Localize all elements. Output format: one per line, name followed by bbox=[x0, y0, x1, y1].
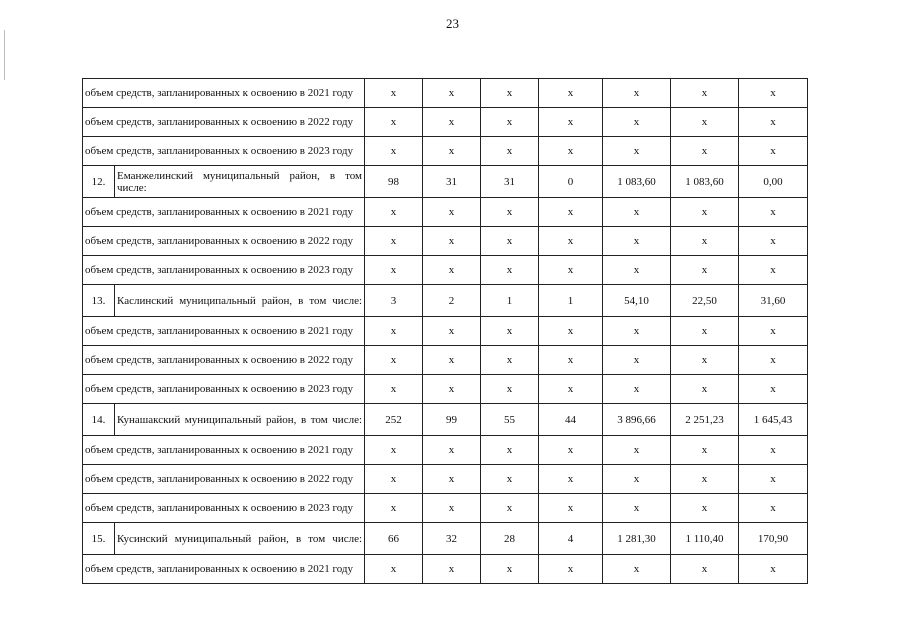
value-cell: x bbox=[671, 555, 739, 584]
value-cell: x bbox=[539, 256, 603, 285]
page-number: 23 bbox=[446, 16, 459, 31]
value-cell: 31 bbox=[423, 166, 481, 198]
sub-row bbox=[83, 317, 808, 346]
value-cell: 66 bbox=[365, 523, 423, 555]
value-cell: x bbox=[481, 227, 539, 256]
value-cell: x bbox=[539, 198, 603, 227]
value-cell: x bbox=[739, 256, 808, 285]
value-cell: x bbox=[671, 317, 739, 346]
sub-row-label: объем средств, запланированных к освоению в 2023 году bbox=[83, 375, 365, 404]
sub-row-label: объем средств, запланированных к освоению в 2022 году bbox=[83, 108, 365, 137]
value-cell: x bbox=[539, 346, 603, 375]
value-cell: x bbox=[481, 436, 539, 465]
value-cell: x bbox=[481, 346, 539, 375]
value-cell: x bbox=[365, 137, 423, 166]
value-cell: x bbox=[481, 79, 539, 108]
sub-row bbox=[83, 346, 808, 375]
value-cell: 1 281,30 bbox=[603, 523, 671, 555]
value-cell: 32 bbox=[423, 523, 481, 555]
value-cell: x bbox=[481, 108, 539, 137]
value-cell: 252 bbox=[365, 404, 423, 436]
value-cell: x bbox=[603, 346, 671, 375]
value-cell: x bbox=[671, 108, 739, 137]
value-cell: x bbox=[539, 79, 603, 108]
value-cell: x bbox=[671, 465, 739, 494]
value-cell: x bbox=[603, 436, 671, 465]
sub-row bbox=[83, 227, 808, 256]
sub-row-label: объем средств, запланированных к освоению в 2021 году bbox=[83, 555, 365, 584]
sub-row-label: объем средств, запланированных к освоению в 2022 году bbox=[83, 465, 365, 494]
value-cell: 1 083,60 bbox=[603, 166, 671, 198]
sub-row-label: объем средств, запланированных к освоению в 2022 году bbox=[83, 227, 365, 256]
value-cell: 2 bbox=[423, 285, 481, 317]
value-cell: x bbox=[423, 317, 481, 346]
value-cell: x bbox=[423, 555, 481, 584]
sub-row bbox=[83, 198, 808, 227]
value-cell: x bbox=[365, 256, 423, 285]
district-row bbox=[83, 166, 808, 198]
value-cell: x bbox=[481, 555, 539, 584]
value-cell: x bbox=[739, 198, 808, 227]
value-cell: x bbox=[423, 375, 481, 404]
value-cell: x bbox=[603, 465, 671, 494]
value-cell: x bbox=[671, 256, 739, 285]
sub-row-label: объем средств, запланированных к освоению в 2022 году bbox=[83, 346, 365, 375]
value-cell: x bbox=[539, 317, 603, 346]
sub-row bbox=[83, 108, 808, 137]
value-cell: x bbox=[603, 137, 671, 166]
value-cell: x bbox=[365, 494, 423, 523]
value-cell: x bbox=[603, 256, 671, 285]
value-cell: x bbox=[671, 375, 739, 404]
sub-row bbox=[83, 494, 808, 523]
value-cell: x bbox=[539, 555, 603, 584]
value-cell: x bbox=[603, 79, 671, 108]
sub-row bbox=[83, 256, 808, 285]
sub-row bbox=[83, 79, 808, 108]
value-cell: x bbox=[481, 465, 539, 494]
value-cell: 0,00 bbox=[739, 166, 808, 198]
value-cell: x bbox=[739, 465, 808, 494]
value-cell: x bbox=[739, 317, 808, 346]
value-cell: 22,50 bbox=[671, 285, 739, 317]
value-cell: x bbox=[423, 256, 481, 285]
page-edge-mark bbox=[4, 30, 5, 80]
value-cell: 3 896,66 bbox=[603, 404, 671, 436]
sub-row-label: объем средств, запланированных к освоению в 2021 году bbox=[83, 436, 365, 465]
value-cell: 1 083,60 bbox=[671, 166, 739, 198]
sub-row bbox=[83, 436, 808, 465]
value-cell: x bbox=[671, 137, 739, 166]
value-cell: x bbox=[739, 137, 808, 166]
report-table bbox=[82, 78, 808, 584]
value-cell: 28 bbox=[481, 523, 539, 555]
sub-row-label: объем средств, запланированных к освоению в 2023 году bbox=[83, 137, 365, 166]
value-cell: x bbox=[603, 375, 671, 404]
value-cell: x bbox=[423, 465, 481, 494]
sub-row-label: объем средств, запланированных к освоению в 2021 году bbox=[83, 198, 365, 227]
value-cell: 1 bbox=[539, 285, 603, 317]
value-cell: x bbox=[365, 79, 423, 108]
value-cell: x bbox=[365, 555, 423, 584]
value-cell: x bbox=[423, 227, 481, 256]
value-cell: x bbox=[671, 494, 739, 523]
district-row bbox=[83, 523, 808, 555]
table-body bbox=[83, 79, 808, 584]
value-cell: x bbox=[671, 198, 739, 227]
value-cell: 44 bbox=[539, 404, 603, 436]
value-cell: x bbox=[365, 375, 423, 404]
value-cell: x bbox=[603, 108, 671, 137]
value-cell: x bbox=[481, 375, 539, 404]
value-cell: x bbox=[671, 436, 739, 465]
sub-row-label: объем средств, запланированных к освоению в 2023 году bbox=[83, 256, 365, 285]
value-cell: x bbox=[481, 198, 539, 227]
value-cell: x bbox=[423, 346, 481, 375]
value-cell: x bbox=[739, 375, 808, 404]
district-label: Кусинский муниципальный район, в том числе: bbox=[115, 523, 365, 555]
sub-row-label: объем средств, запланированных к освоению в 2021 году bbox=[83, 317, 365, 346]
value-cell: 98 bbox=[365, 166, 423, 198]
value-cell: 1 bbox=[481, 285, 539, 317]
sub-row-label: объем средств, запланированных к освоению в 2023 году bbox=[83, 494, 365, 523]
value-cell: 0 bbox=[539, 166, 603, 198]
value-cell: 3 bbox=[365, 285, 423, 317]
value-cell: x bbox=[481, 256, 539, 285]
value-cell: x bbox=[603, 198, 671, 227]
value-cell: 31 bbox=[481, 166, 539, 198]
value-cell: x bbox=[365, 317, 423, 346]
value-cell: x bbox=[481, 494, 539, 523]
row-number: 14. bbox=[83, 404, 115, 436]
value-cell: x bbox=[603, 555, 671, 584]
value-cell: x bbox=[423, 79, 481, 108]
value-cell: x bbox=[423, 108, 481, 137]
value-cell: x bbox=[671, 79, 739, 108]
value-cell: x bbox=[603, 227, 671, 256]
value-cell: x bbox=[671, 346, 739, 375]
sub-row bbox=[83, 465, 808, 494]
value-cell: 1 645,43 bbox=[739, 404, 808, 436]
row-number: 15. bbox=[83, 523, 115, 555]
sub-row-label: объем средств, запланированных к освоению в 2021 году bbox=[83, 79, 365, 108]
value-cell: x bbox=[739, 494, 808, 523]
value-cell: 31,60 bbox=[739, 285, 808, 317]
value-cell: x bbox=[423, 137, 481, 166]
value-cell: x bbox=[671, 227, 739, 256]
value-cell: x bbox=[365, 227, 423, 256]
row-number: 12. bbox=[83, 166, 115, 198]
row-number: 13. bbox=[83, 285, 115, 317]
value-cell: x bbox=[423, 494, 481, 523]
value-cell: x bbox=[739, 555, 808, 584]
value-cell: x bbox=[539, 465, 603, 494]
value-cell: x bbox=[365, 346, 423, 375]
value-cell: x bbox=[739, 108, 808, 137]
value-cell: x bbox=[423, 198, 481, 227]
value-cell: x bbox=[539, 108, 603, 137]
value-cell: x bbox=[539, 375, 603, 404]
value-cell: x bbox=[603, 317, 671, 346]
district-row bbox=[83, 285, 808, 317]
value-cell: 99 bbox=[423, 404, 481, 436]
value-cell: x bbox=[539, 436, 603, 465]
value-cell: 4 bbox=[539, 523, 603, 555]
sub-row bbox=[83, 137, 808, 166]
value-cell: x bbox=[481, 137, 539, 166]
value-cell: 55 bbox=[481, 404, 539, 436]
value-cell: x bbox=[603, 494, 671, 523]
value-cell: x bbox=[481, 317, 539, 346]
value-cell: 1 110,40 bbox=[671, 523, 739, 555]
sub-row bbox=[83, 555, 808, 584]
value-cell: 54,10 bbox=[603, 285, 671, 317]
value-cell: x bbox=[365, 436, 423, 465]
value-cell: 2 251,23 bbox=[671, 404, 739, 436]
value-cell: x bbox=[739, 346, 808, 375]
district-label: Каслинский муниципальный район, в том числе: bbox=[115, 285, 365, 317]
value-cell: x bbox=[739, 227, 808, 256]
sub-row bbox=[83, 375, 808, 404]
district-label: Кунашакский муниципальный район, в том числе: bbox=[115, 404, 365, 436]
value-cell: x bbox=[539, 494, 603, 523]
value-cell: x bbox=[739, 79, 808, 108]
district-row bbox=[83, 404, 808, 436]
value-cell: x bbox=[365, 465, 423, 494]
district-label: Еманжелинский муниципальный район, в том числе: bbox=[115, 166, 365, 198]
value-cell: x bbox=[365, 108, 423, 137]
value-cell: x bbox=[539, 137, 603, 166]
value-cell: x bbox=[539, 227, 603, 256]
value-cell: x bbox=[739, 436, 808, 465]
value-cell: x bbox=[423, 436, 481, 465]
value-cell: x bbox=[365, 198, 423, 227]
value-cell: 170,90 bbox=[739, 523, 808, 555]
